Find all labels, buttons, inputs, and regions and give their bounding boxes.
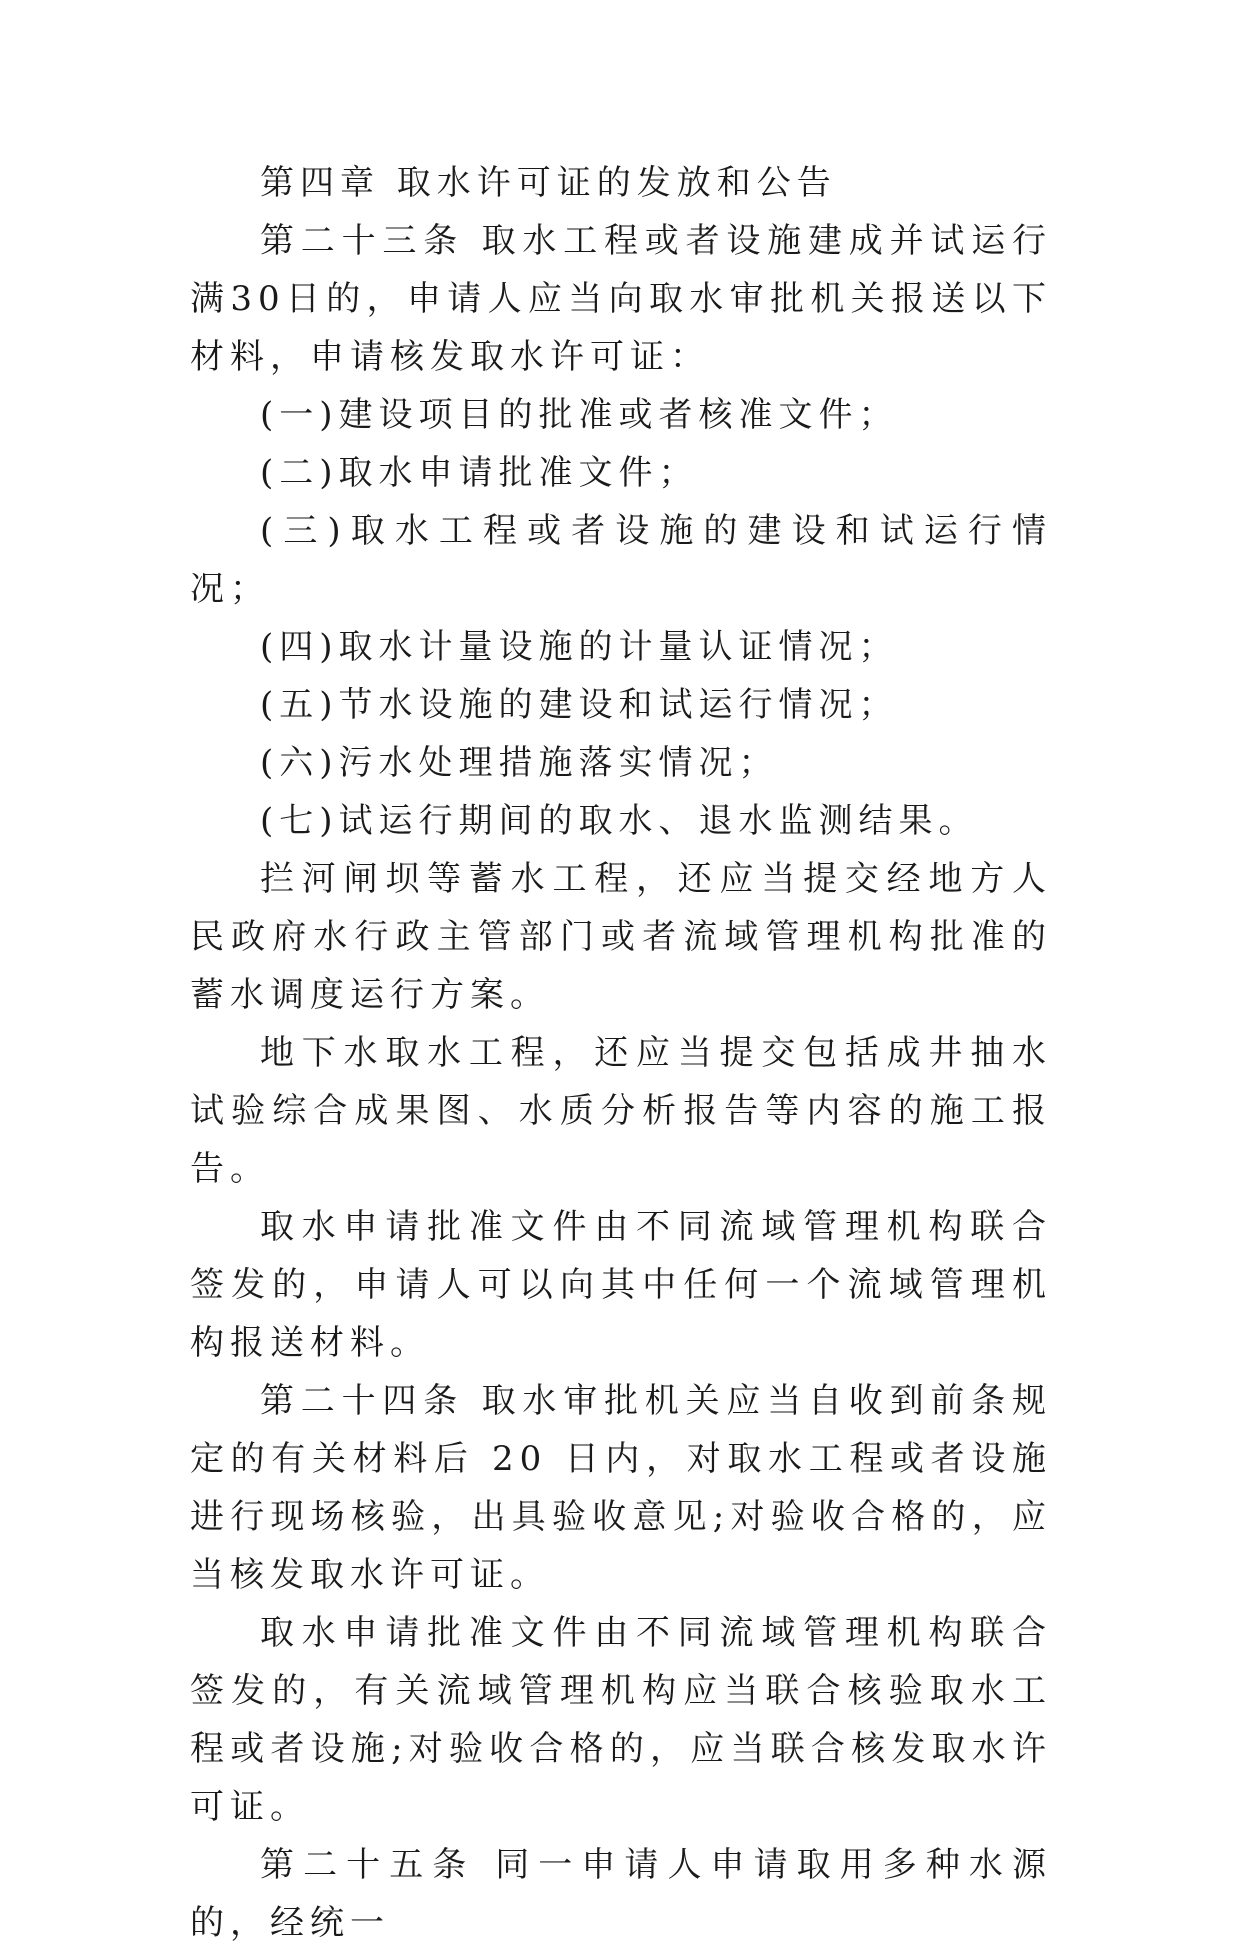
document-body: [190, 154, 1052, 1952]
list-item-7: (七)试运行期间的取水、退水监测结果。: [260, 801, 979, 841]
article-24-text: 第二十四条 取水审批机关应当自收到前条规定的有关材料后 20 日内，对取水工程或者设施进行现场核验，出具验收意见;对验收合格的，应当核发取水许可证。: [190, 1381, 1052, 1595]
paragraph-joint-verification: 取水申请批准文件由不同流域管理机构联合签发的，有关流域管理机构应当联合核验取水工程或者设施;对验收合格的，应当联合核发取水许可证。: [190, 1613, 1052, 1827]
list-item-1: (一)建设项目的批准或者核准文件；: [260, 395, 899, 435]
chapter-heading: 第四章 取水许可证的发放和公告: [260, 163, 837, 203]
list-item-5: (五)节水设施的建设和试运行情况；: [260, 685, 899, 725]
paragraph-dam-projects: 拦河闸坝等蓄水工程，还应当提交经地方人民政府水行政主管部门或者流域管理机构批准的蓄水调度运行方案。: [190, 859, 1052, 1015]
list-item-6: (六)污水处理措施落实情况；: [260, 743, 779, 783]
list-item-4: (四)取水计量设施的计量认证情况；: [260, 627, 899, 667]
article-25-text: 第二十五条 同一申请人申请取用多种水源的，经统一: [190, 1845, 1052, 1943]
article-23-text: 第二十三条 取水工程或者设施建成并试运行满30日的，申请人应当向取水审批机关报送以下材料，申请核发取水许可证：: [190, 221, 1052, 377]
list-item-3: (三)取水工程或者设施的建设和试运行情况；: [190, 511, 1052, 609]
paragraph-joint-issuance: 取水申请批准文件由不同流域管理机构联合签发的，申请人可以向其中任何一个流域管理机构报送材料。: [190, 1207, 1052, 1363]
paragraph-groundwater: 地下水取水工程，还应当提交包括成井抽水试验综合成果图、水质分析报告等内容的施工报告。: [190, 1033, 1052, 1189]
list-item-2: (二)取水申请批准文件；: [260, 453, 699, 493]
